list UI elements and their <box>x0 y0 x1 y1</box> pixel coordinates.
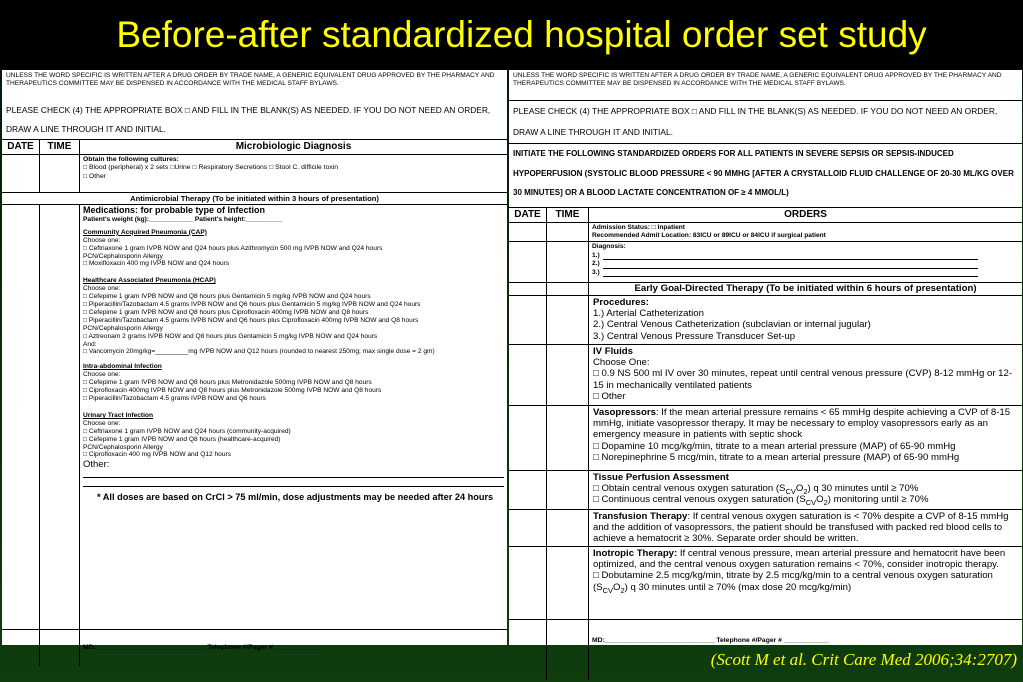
cap-line: Choose one: <box>83 236 121 244</box>
cultures-line2[interactable]: □ Other <box>83 172 106 180</box>
ia-line[interactable]: □ Cefepime 1 gram IVPB NOW and Q8 hours plus Metronidazole 500mg IVPB NOW and Q8 hours <box>83 379 372 387</box>
hcap-line[interactable]: □ Cefepime 1 gram IVPB NOW and Q8 hours plus Gentamicin 5 mg/kg IVPB NOW and Q24 hours <box>83 293 371 301</box>
slide-title: Before-after standardized hospital order set study <box>0 0 1023 70</box>
left-disclaimer: UNLESS THE WORD SPECIFIC IS WRITTEN AFTER A DRUG ORDER BY TRADE NAME, A GENERIC EQUIVALENT DRUG APPROVED BY THE PHARMACY AND THERAPEUTICS COMMITTEE MAY BE DISPENSED IN ACCORDANCE WITH THE MEDICAL STAFF BYLAWS. <box>6 72 495 87</box>
ia-line[interactable]: □ Piperacillin/Tazobactam 4.5 grams IVPB NOW and Q6 hours <box>83 395 266 403</box>
left-md-line[interactable]: MD:_____________________________ Telephone #/Pager # ____________ <box>83 644 321 651</box>
transfusion-cell <box>589 510 1022 546</box>
right-col-time: TIME <box>547 208 589 222</box>
left-col-time: TIME <box>40 140 80 154</box>
right-md-line[interactable]: MD:_____________________________ Telephone #/Pager # ____________ <box>592 637 830 644</box>
tissue-perfusion-row <box>509 471 1022 510</box>
cap-line: PCN/Cephalosporin Allergy <box>83 252 163 260</box>
egdt-bar: Early Goal-Directed Therapy (To be initiated within 6 hours of presentation) <box>634 283 977 294</box>
right-disclaimer: UNLESS THE WORD SPECIFIC IS WRITTEN AFTER A DRUG ORDER BY TRADE NAME, A GENERIC EQUIVALENT DRUG APPROVED BY THE PHARMACY AND THERAPEUTICS COMMITTEE MAY BE DISPENSED IN ACCORDANCE WITH THE MEDICAL STAFF BYLAWS. <box>513 72 1002 87</box>
right-admission-row <box>509 223 1022 242</box>
diagnosis-label: Diagnosis: <box>592 243 626 250</box>
iv-fluids-cell <box>589 345 1022 405</box>
vasopressors-row <box>509 406 1022 471</box>
left-meds-row <box>2 205 507 629</box>
procedure-item[interactable]: 3.) Central Venous Pressure Transducer Set-up <box>593 330 796 342</box>
hcap-line[interactable]: □ Cefepime 1 gram IVPB NOW and Q8 hours plus Ciprofloxacin 400mg IVPB NOW and Q8 hours <box>83 308 369 316</box>
uti-line[interactable]: □ Ciprofloxacin 400 mg IVPB NOW and Q12 hours <box>83 451 232 459</box>
uti-line: Choose one: <box>83 419 121 427</box>
vaso-option[interactable]: □ Dopamine 10 mcg/kg/min, titrate to a mean arterial pressure (MAP) of 65-90 mmHg <box>593 440 956 452</box>
hcap-line: PCN/Cephalosporin Allergy <box>83 324 163 332</box>
transfusion-text: : If central venous oxygen saturation is < 70% despite a CVP of 8-15 mmHg and the addition of vasopressors, the patient should be transfused with packed red blood cells to achieve a hematocrit ≥ 30%. Separate order should be written. <box>593 511 1009 545</box>
uti-line: PCN/Cephalosporin Allergy <box>83 443 163 451</box>
cultures-heading: Obtain the following cultures: <box>83 156 179 163</box>
iv-heading: IV Fluids <box>593 346 633 357</box>
left-check-instruction: PLEASE CHECK (4) THE APPROPRIATE BOX □ AND FILL IN THE BLANK(S) AS NEEDED. IF YOU DO NOT NEED AN ORDER, DRAW A LINE THROUGH IT AND INITIAL. <box>6 105 491 134</box>
tissue-option[interactable]: □ Continuous central venous oxygen saturation $(S_{CV}O_2)$ monitoring until ≥ 70% <box>593 494 929 508</box>
vaso-heading: Vasopressors <box>593 407 656 418</box>
egdt-row <box>509 282 1022 296</box>
iv-option[interactable]: □ 0.9 NS 500 ml IV over 30 minutes, repeat until central venous pressure (CVP) 8-12 mmHg or 12-15 in mechanically ventilated patients <box>593 368 1013 391</box>
procedures-heading: Procedures: <box>593 297 649 308</box>
uti-line[interactable]: □ Ceftriaxone 1 gram IVPB NOW and Q24 hours (community-acquired) <box>83 427 291 435</box>
diagnosis-line[interactable]: 3.) <box>592 269 1019 278</box>
other-blank-line[interactable] <box>83 480 504 487</box>
left-cultures-row <box>2 155 507 193</box>
vasopressors-cell <box>589 406 1022 470</box>
left-signature-row <box>2 629 507 666</box>
antimicrobial-bar: Antimicrobial Therapy (To be initiated within 3 hours of presentation) <box>2 193 507 205</box>
right-col-main: ORDERS <box>784 209 827 220</box>
hcap-line: Choose one: <box>83 285 121 293</box>
other-label: Other: <box>83 459 110 471</box>
dose-note: * All doses are based on CrCl > 75 ml/min, dose adjustments may be needed after 24 hours <box>97 491 494 502</box>
patient-line[interactable]: Patient's weight (kg):____________ Patient's height:__________ <box>83 215 283 223</box>
tissue-option[interactable]: □ Obtain central venous oxygen saturation $(S_{CV}O_2)$ q 30 minutes until ≥ 70% <box>593 483 919 497</box>
iv-option[interactable]: □ Other <box>593 390 626 402</box>
inotropic-option[interactable]: □ Dobutamine 2.5 mcg/kg/min, titrate by 2.5 mcg/kg/min to a central venous oxygen saturation $(S_{CV}O_2)$ q 30 minutes until ≥ 70% (max dose 20 mcg/kg/min) <box>593 570 993 595</box>
left-col-main: Microbiologic Diagnosis <box>235 141 352 152</box>
cultures-line1[interactable]: □ Blood (peripheral) x 2 sets □Urine □ Respiratory Secretions □ Stool C. difficile toxin <box>83 164 339 172</box>
admit-location: Recommended Admit Location: 83ICU or 89ICU or 84ICU if surgical patient <box>592 231 826 239</box>
inotropic-text: If central venous pressure, mean arterial pressure and hematocrit have been optimized, and the central venous oxygen saturation remains < 70%, consider inotropic therapy. <box>593 548 1006 571</box>
cap-line[interactable]: □ Moxifloxacin 400 mg IVPB NOW and Q24 hours <box>83 260 230 268</box>
hcap-line[interactable]: □ Piperacillin/Tazobactam 4.5 grams IVPB NOW and Q6 hours plus Gentamicin 5 mg/kg IVPB NOW and Q24 hours <box>83 301 421 309</box>
procedure-item[interactable]: 1.) Arterial Catheterization <box>593 308 704 320</box>
meds-cell <box>80 205 507 629</box>
iv-choose: Choose One: <box>593 357 650 369</box>
left-table-header <box>2 139 507 155</box>
vaso-text: : If the mean arterial pressure remains < 65 mmHg despite achieving a CVP of 8-15 mmHg, initiate vasopressor therapy. It may be necessary to employ vasopressors early as an emergency measure in patients with septic shock <box>593 407 1011 441</box>
right-initiate-text: INITIATE THE FOLLOWING STANDARDIZED ORDERS FOR ALL PATIENTS IN SEVERE SEPSIS OR SEPSIS-INDUCED HYPOPERFUSION (SYSTOLIC BLOOD PRESSURE < 90 MMHG [AFTER A CRYSTALLOID FLUID CHALLENGE OF 20-30 ML/KG OVER 30 MINUTES] OR A BLOOD LACTATE CONCENTRATION OF ≥ 4 MMOL/L) <box>509 143 1022 207</box>
procedure-item[interactable]: 2.) Central Venous Catheterization (subclavian or internal jugular) <box>593 319 871 331</box>
tissue-heading: Tissue Perfusion Assessment <box>593 472 729 483</box>
right-col-date: DATE <box>509 208 547 222</box>
citation: (Scott M et al. Crit Care Med 2006;34:2707) <box>710 650 1017 669</box>
inotropic-cell <box>589 547 1022 619</box>
cap-heading: Community Acquired Pneumonia (CAP) <box>83 228 207 236</box>
tissue-cell <box>589 471 1022 509</box>
right-check-instruction: PLEASE CHECK (4) THE APPROPRIATE BOX □ AND FILL IN THE BLANK(S) AS NEEDED. IF YOU DO NOT NEED AN ORDER, DRAW A LINE THROUGH IT AND INITIAL. <box>509 100 1022 143</box>
hcap-line[interactable]: □ Piperacillin/Tazobactam 4.5 grams IVPB NOW and Q6 hours plus Ciprofloxacin 400mg IVPB NOW and Q8 hours <box>83 316 419 324</box>
cultures-cell <box>80 155 507 192</box>
vaso-option[interactable]: □ Norepinephrine 5 mcg/min, titrate to a mean arterial pressure (MAP) of 65-90 mmHg <box>593 451 960 463</box>
med-heading: Medications: for probable type of Infection <box>83 205 266 215</box>
admission-cell <box>589 223 1022 241</box>
ia-heading: Intra-abdominal Infection <box>83 363 162 371</box>
hcap-heading: Healthcare Associated Pneumonia (HCAP) <box>83 277 216 285</box>
left-order-form <box>2 70 507 651</box>
uti-heading: Urinary Tract Infection <box>83 411 153 419</box>
hcap-line: And: <box>83 340 97 348</box>
inotropic-heading: Inotropic Therapy: <box>593 548 678 559</box>
diagnosis-cell <box>589 242 1022 282</box>
inotropic-row <box>509 547 1022 620</box>
ia-line[interactable]: □ Ciprofloxacin 400mg IVPB NOW and Q8 hours plus Metronidazole 500mg IVPB NOW and Q8 hours <box>83 387 382 395</box>
transfusion-row <box>509 510 1022 547</box>
procedures-row <box>509 296 1022 345</box>
other-blank-line[interactable] <box>83 471 504 478</box>
left-col-date: DATE <box>2 140 40 154</box>
diagnosis-line[interactable]: 1.) <box>592 252 1019 261</box>
ia-line: Choose one: <box>83 371 121 379</box>
right-diagnosis-row <box>509 242 1022 282</box>
transfusion-heading: Transfusion Therapy <box>593 511 688 522</box>
right-order-form <box>509 70 1022 645</box>
hcap-line[interactable]: □ Aztreonam 2 grams IVPB NOW and Q8 hours plus Gentamicin 5 mg/kg IVPB NOW and Q24 hours <box>83 332 378 340</box>
right-table-header <box>509 207 1022 223</box>
procedures-cell <box>589 296 1022 344</box>
diagnosis-line[interactable]: 2.) <box>592 260 1019 269</box>
cap-line[interactable]: □ Ceftriaxone 1 gram IVPB NOW and Q24 hours plus Azithromycin 500 mg IVPB NOW and Q24 hours <box>83 244 383 252</box>
uti-line[interactable]: □ Cefepime 1 gram IVPB NOW and Q8 hours (healthcare-acquired) <box>83 435 281 443</box>
hcap-line[interactable]: □ Vancomycin 20mg/kg=_________mg IVPB NOW and Q12 hours (rounded to nearest 250mg; max single dose = 2 gm) <box>83 348 435 356</box>
iv-fluids-row <box>509 345 1022 406</box>
admission-status[interactable]: Admission Status: □ Inpatient <box>592 224 686 231</box>
